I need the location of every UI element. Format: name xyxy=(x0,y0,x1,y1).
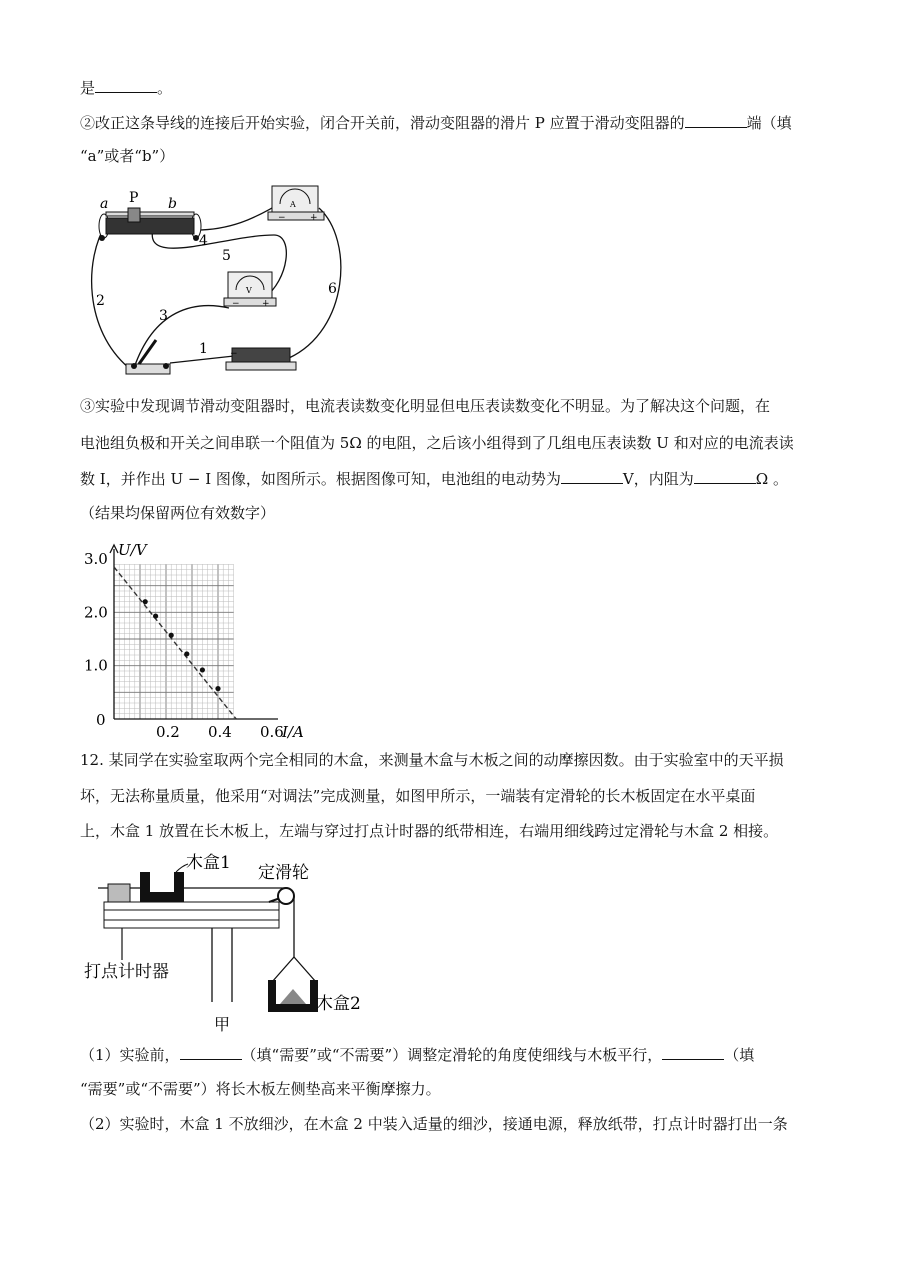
x-tick-label: 0.4 xyxy=(208,723,232,740)
timer-label: 打点计时器 xyxy=(84,962,169,982)
q11-line-2: “a”或者“b”） xyxy=(80,147,175,165)
y-tick-label: 2.0 xyxy=(84,603,108,622)
label-p: P xyxy=(129,190,139,206)
q11-line-3: ③实验中发现调节滑动变阻器时，电流表读数变化明显但电压表读数变化不明显。为了解决这个问题，在 xyxy=(80,397,771,415)
q11-line-1 xyxy=(80,111,792,134)
wire-6-label: 6 xyxy=(328,281,337,297)
q11-line-4: 电池组负极和开关之间串联一个阻值为 5Ω 的电阻，之后该小组得到了几组电压表读数 U 和对应的电流表读 xyxy=(80,434,794,452)
wire-2-label: 2 xyxy=(96,293,105,309)
data-point xyxy=(215,686,220,691)
q12-part2-line-1: （2）实验时，木盒 1 不放细沙，在木盒 2 中装入适量的细沙，接通电源，释放纸带，打点计时器打出一条 xyxy=(80,1115,788,1133)
data-point xyxy=(184,651,189,656)
chart-axes xyxy=(110,545,278,719)
q12-line-2: 坏，无法称量质量，他采用“对调法”完成测量，如图甲所示，一端装有定滑轮的长木板固定在水平桌面 xyxy=(80,787,756,805)
q11-line-1-end: 端（填 xyxy=(746,114,792,132)
q11-line-0 xyxy=(80,76,172,99)
voltmeter-letter: V xyxy=(246,286,252,295)
voltmeter-plus: + xyxy=(262,299,270,309)
x-tick-label: 0.2 xyxy=(156,723,180,740)
q11-line-6: （结果均保留两位有效数字） xyxy=(80,504,276,522)
data-point xyxy=(200,667,205,672)
answer-blank-resistance[interactable] xyxy=(694,467,756,484)
ammeter-plus: + xyxy=(310,213,318,223)
y-axis-label: U/V xyxy=(118,541,147,559)
x-axis-label: I/A xyxy=(282,723,304,740)
circuit-diagram xyxy=(84,180,354,385)
chart-grid xyxy=(114,564,234,719)
q11-line-5-mid: V，内阻为 xyxy=(622,470,694,488)
voltmeter-minus: − xyxy=(232,299,240,309)
label-a: a xyxy=(100,196,109,212)
figure-caption: 甲 xyxy=(214,1015,231,1034)
answer-blank[interactable] xyxy=(95,76,157,93)
data-point xyxy=(143,599,148,604)
wire-4-label: 4 xyxy=(199,233,208,249)
battery-minus: − xyxy=(230,349,238,359)
y-tick-label: 3.0 xyxy=(84,550,108,568)
q11-line-5-text: 数 I，并作出 U − I 图像，如图所示。根据图像可知，电池组的电动势为 xyxy=(80,470,561,488)
pulley-label: 定滑轮 xyxy=(258,863,309,883)
wire-1-label: 1 xyxy=(199,341,208,357)
q12-part1-line-2: “需要”或“不需要”）将长木板左侧垫高来平衡摩擦力。 xyxy=(80,1080,441,1098)
q12-part1-line-1 xyxy=(80,1043,754,1066)
apparatus-diagram xyxy=(84,852,374,1037)
answer-blank-emf[interactable] xyxy=(561,467,623,484)
ammeter-minus: − xyxy=(278,213,286,223)
q12-line-1: 12. 某同学在实验室取两个完全相同的木盒，来测量木盒与木板之间的动摩擦因数。由于实验室中的天平损 xyxy=(80,751,784,769)
q12-part1-mid: （填“需要”或“不需要”）调整定滑轮的角度使细线与木板平行， xyxy=(241,1046,663,1064)
x-tick-label: 0.6 xyxy=(260,723,284,740)
q11-line-1-text: ②改正这条导线的连接后开始实验，闭合开关前，滑动变阻器的滑片 P 应置于滑动变阻器的 xyxy=(80,114,685,132)
data-point xyxy=(153,613,158,618)
q11-line-0-end: 。 xyxy=(157,79,173,97)
q11-line-5 xyxy=(80,467,788,490)
u-i-chart xyxy=(84,525,324,740)
origin-label: 0 xyxy=(96,711,106,729)
y-tick-label: 1.0 xyxy=(84,656,108,675)
wire-5-label: 5 xyxy=(222,248,231,264)
box1-label: 木盒1 xyxy=(186,853,231,873)
ammeter-letter: A xyxy=(290,200,296,209)
box2-label: 木盒2 xyxy=(316,994,361,1014)
label-b: b xyxy=(168,196,177,212)
answer-blank-friction[interactable] xyxy=(662,1043,724,1060)
q12-part1-text: （1）实验前， xyxy=(80,1046,180,1064)
wire-3-label: 3 xyxy=(159,308,168,324)
q11-line-0-text: 是 xyxy=(80,79,96,97)
answer-blank-pulley[interactable] xyxy=(180,1043,242,1060)
q12-line-3: 上，木盒 1 放置在长木板上，左端与穿过打点计时器的纸带相连，右端用细线跨过定滑轮与木盒 2 相接。 xyxy=(80,822,779,840)
data-point xyxy=(169,633,174,638)
q12-part1-end: （填 xyxy=(724,1046,755,1064)
q11-line-5-end: Ω 。 xyxy=(755,470,788,488)
answer-blank[interactable] xyxy=(685,111,747,128)
